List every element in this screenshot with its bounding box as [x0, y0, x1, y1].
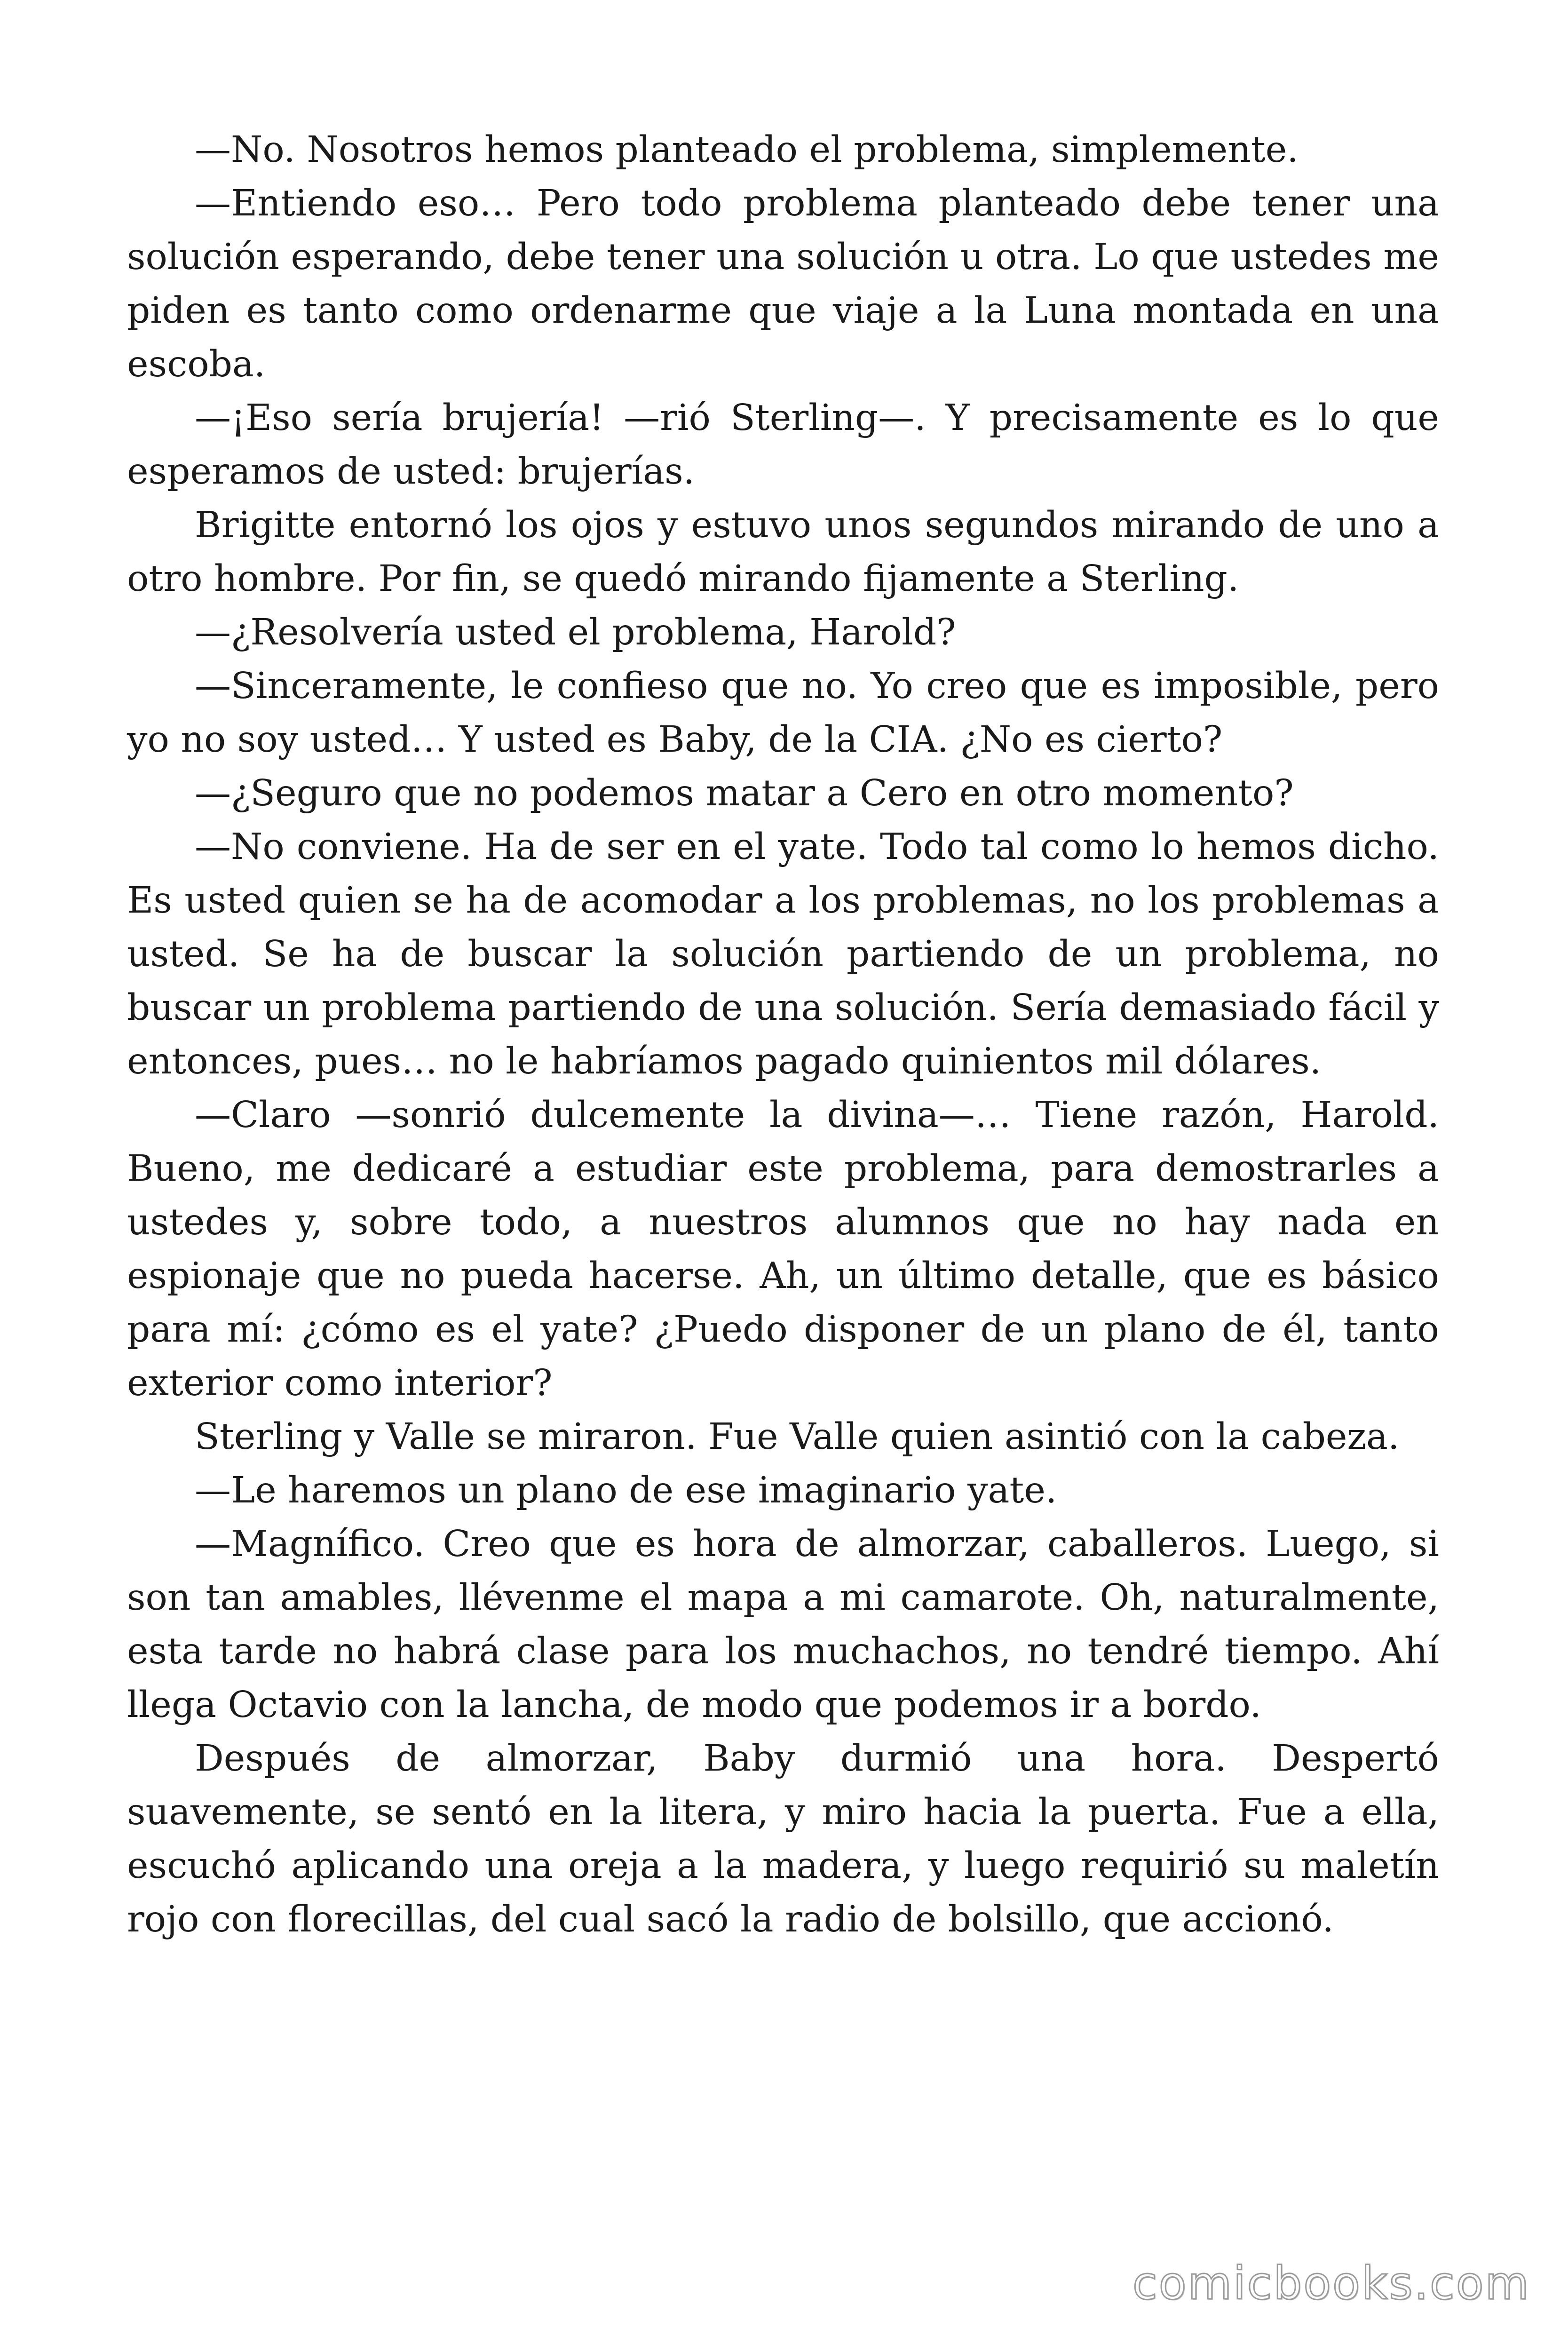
paragraph: —Magnífico. Creo que es hora de almorzar, caballeros. Luego, si son tan amables, llévenme el mapa a mi camarote. Oh, naturalmente, esta tarde no habrá clase para los muchachos, no tendré tiempo. Ahí llega Octavio con la lancha, de modo que podemos ir a bordo.	[127, 1523, 1439, 1726]
paragraph: —¿Resolvería usted el problema, Harold?	[195, 612, 956, 653]
paragraph: Brigitte entornó los ojos y estuvo unos segundos mirando de uno a otro hombre. Por fin, se quedó mirando fijamente a Sterling.	[127, 504, 1439, 600]
paragraph: —Le haremos un plano de ese imaginario yate.	[195, 1470, 1057, 1511]
page-body-text	[127, 123, 1439, 1947]
watermark: comicbooks.com	[1132, 2257, 1530, 2310]
paragraph: Sterling y Valle se miraron. Fue Valle quien asintió con la cabeza.	[195, 1416, 1400, 1458]
paragraph: —Entiendo eso… Pero todo problema planteado debe tener una solución esperando, debe tener una solución u otra. Lo que ustedes me piden es tanto como ordenarme que viaje a la Luna montada en una escoba.	[127, 183, 1439, 385]
paragraph: —No conviene. Ha de ser en el yate. Todo tal como lo hemos dicho. Es usted quien se ha de acomodar a los problemas, no los problemas a usted. Se ha de buscar la solución partiendo de un problema, no buscar un problema partiendo de una solución. Sería demasiado fácil y entonces, pues… no le habríamos pagado quinientos mil dólares.	[127, 826, 1439, 1082]
paragraph: —Claro —sonrió dulcemente la divina—… Tiene razón, Harold. Bueno, me dedicaré a estudiar este problema, para demostrarles a ustedes y, sobre todo, a nuestros alumnos que no hay nada en espionaje que no pueda hacerse. Ah, un último detalle, que es básico para mí: ¿cómo es el yate? ¿Puedo disponer de un plano de él, tanto exterior como interior?	[127, 1094, 1439, 1404]
paragraph: Después de almorzar, Baby durmió una hora. Despertó suavemente, se sentó en la litera, y miro hacia la puerta. Fue a ella, escuchó aplicando una oreja a la madera, y luego requirió su maletín rojo con florecillas, del cual sacó la radio de bolsillo, que accionó.	[127, 1738, 1439, 1940]
paragraph: —Sinceramente, le confieso que no. Yo creo que es imposible, pero yo no soy usted… Y usted es Baby, de la CIA. ¿No es cierto?	[127, 665, 1439, 761]
paragraph: —No. Nosotros hemos planteado el problema, simplemente.	[195, 129, 1299, 171]
paragraph: —¡Eso sería brujería! —rió Sterling—. Y precisamente es lo que esperamos de usted: brujerías.	[127, 397, 1439, 493]
paragraph: —¿Seguro que no podemos matar a Cero en otro momento?	[195, 772, 1294, 814]
